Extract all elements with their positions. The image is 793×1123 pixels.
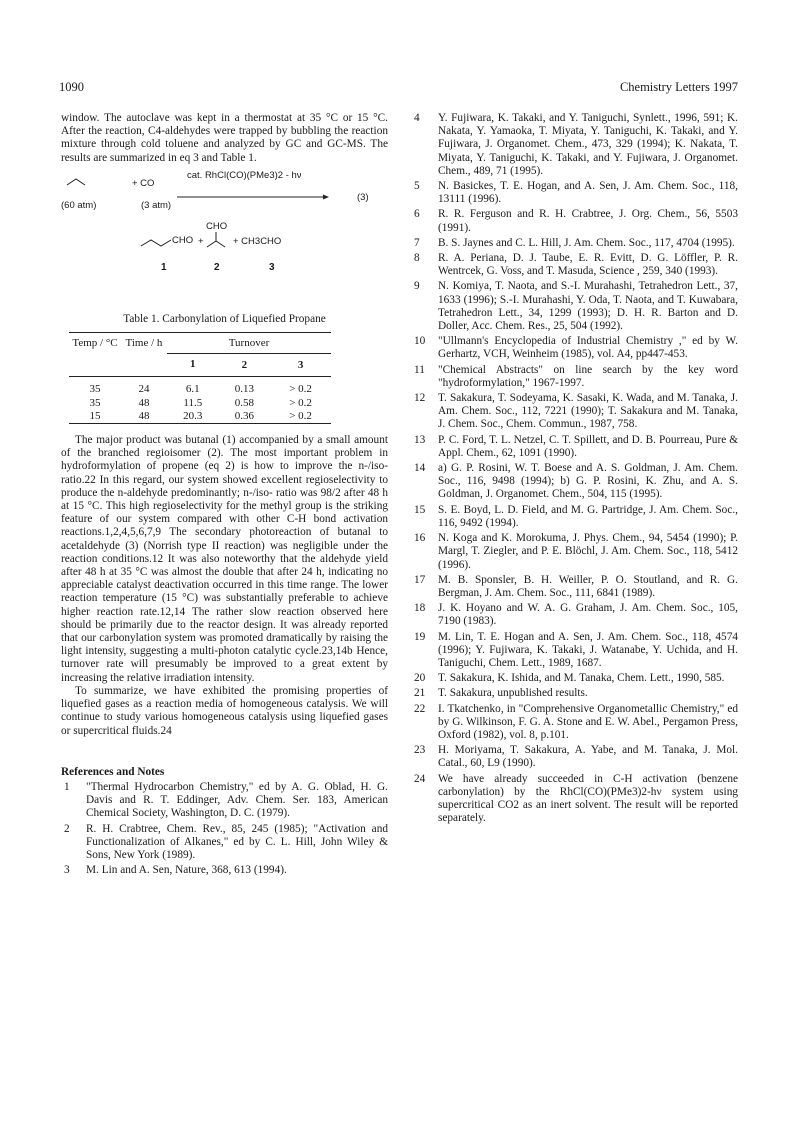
reference-text: N. Koga and K. Morokuma, J. Phys. Chem., 94, 5454 (1990); P. Margl, T. Ziegler, and P. E. Blöchl, J. Am. Chem. Soc., 118, 5412 (1996). (438, 532, 738, 571)
reference-text: N. Basickes, T. E. Hogan, and A. Sen, J. Am. Chem. Soc., 118, 13111 (1996). (438, 180, 738, 206)
reference-item (411, 280, 738, 333)
reference-text: H. Moriyama, T. Sakakura, A. Yabe, and M. Tanaka, J. Mol. Catal., 60, L9 (1990). (438, 744, 738, 770)
table-cell: 0.58 (234, 396, 254, 409)
header-time: Time / h (125, 337, 163, 350)
header-compound-2: 2 (241, 358, 248, 371)
left-column (61, 112, 388, 879)
reference-text: B. S. Jaynes and C. L. Hill, J. Am. Chem. Soc., 117, 4704 (1995). (438, 236, 735, 249)
reference-number: 17 (414, 573, 426, 586)
table-row (69, 383, 331, 396)
pressure-propene: (60 atm) (61, 199, 97, 211)
acetaldehyde-label: + CH3CHO (233, 235, 282, 247)
page-number: 1090 (59, 80, 84, 94)
reference-item (61, 864, 388, 877)
reference-item (411, 208, 738, 234)
reference-text: "Chemical Abstracts" on line search by the key word "hydroformylation," 1967-1997. (438, 363, 738, 389)
reference-number: 2 (64, 822, 70, 835)
reference-number: 19 (414, 630, 426, 643)
co-label: + CO (132, 177, 155, 189)
reference-item (61, 823, 388, 863)
reference-number: 23 (414, 744, 426, 757)
reference-item (411, 252, 738, 278)
reference-number: 8 (414, 252, 420, 265)
paragraph-summary: To summarize, we have exhibited the promising properties of liquefied gases as a reaction media of homogeneous catalysis. We will continue to study various homogeneous catalysis using liquefied gases or supercritical fluids.24 (61, 684, 388, 737)
reference-number: 14 (414, 462, 426, 475)
cho-label-linear: CHO (172, 234, 194, 246)
paragraph-intro: window. The autoclave was kept in a thermostat at 35 °C or 15 °C. After the reaction, C4-aldehydes were trapped by bubbling the reaction mixture through cold toluene and analyzed by GC and GC-MS. The results are summarized in eq 3 and Table 1. (61, 112, 388, 164)
propene-structure (67, 179, 85, 185)
table-cell: 48 (138, 409, 150, 422)
reference-number: 6 (414, 208, 420, 221)
reference-number: 18 (414, 602, 426, 615)
references-list-right (411, 112, 738, 825)
compound-number-1: 1 (161, 261, 167, 273)
reference-text: We have already succeeded in C-H activation (benzene carbonylation) by the RhCl(CO)(PMe3)2-hν system using supercritical CO2 as an inert solvent. The result will be reported separately. (438, 772, 738, 825)
header-compound-1: 1 (190, 358, 196, 371)
reference-item (411, 462, 738, 502)
reference-number: 4 (414, 112, 420, 124)
reference-number: 13 (414, 433, 426, 446)
compound-number-2: 2 (214, 261, 220, 273)
reference-text: Y. Fujiwara, K. Takaki, and Y. Taniguchi, Synlett., 1996, 591; K. Nakata, Y. Yamaoka, T. Miyata, Y. Taniguchi, K. Takaki, and Y. Fujiwara, J. Organomet. Chem., 473, 329 (1994); K. Nakata, T. Miyata, Y. Taniguchi, K. Takaki, and Y. Fujiwara, J. Organomet. Chem., 489, 71 (1995). (438, 112, 738, 177)
reference-number: 5 (414, 180, 420, 193)
table-cell: 35 (89, 383, 101, 396)
table-cell: 0.13 (234, 383, 254, 396)
isobutanal-structure (207, 241, 225, 247)
turnover-table (69, 332, 331, 424)
table-caption: Table 1. Carbonylation of Liquefied Propane (123, 312, 326, 325)
reference-item (411, 434, 738, 460)
table-cell: 6.1 (185, 383, 200, 396)
reference-text: N. Komiya, T. Naota, and S.-I. Murahashi, Tetrahedron Lett., 37, 1633 (1996); S.-I. Murahashi, Y. Oda, T. Naota, and T. Kuwabara, Tetrahedron Lett., 34, 1299 (1993); D. H. R. Barton and D. Doller, Acc. Chem. Res., 25, 504 (1992). (438, 280, 738, 333)
reference-text: J. K. Hoyano and W. A. G. Graham, J. Am. Chem. Soc., 105, 7190 (1983). (438, 602, 738, 628)
header-compound-3: 3 (297, 358, 304, 371)
reaction-scheme (61, 171, 388, 289)
reference-item (411, 504, 738, 530)
table-cell: > 0.2 (289, 409, 312, 422)
reference-text: a) G. P. Rosini, W. T. Boese and A. S. Goldman, J. Am. Chem. Soc., 116, 9498 (1994); b) G. P. Rosini, K. Zhu, and A. S. Goldman, J. Organomet. Chem., 504, 115 (1995). (438, 462, 738, 501)
reference-number: 12 (414, 392, 426, 405)
reference-item (411, 532, 738, 572)
reference-number: 24 (414, 772, 426, 785)
header-temp: Temp / °C (72, 337, 118, 350)
table-cell: 24 (138, 383, 150, 396)
right-column (411, 112, 738, 827)
table-cell: 15 (89, 409, 101, 422)
reference-text: "Thermal Hydrocarbon Chemistry," ed by A. G. Oblad, H. G. Davis and R. T. Eddinger, Adv. Chem. Ser. 183, American Chemical Society, Washington, D. C. (1979). (86, 780, 388, 820)
equation-number: (3) (357, 191, 369, 203)
table-cell: 48 (138, 396, 150, 409)
table-cell: 20.3 (183, 409, 203, 422)
table-cell: 35 (89, 396, 101, 409)
arrow-head (323, 194, 329, 199)
reference-number: 21 (414, 687, 426, 700)
reference-item (411, 703, 738, 743)
reference-number: 11 (414, 363, 425, 376)
reference-number: 7 (414, 236, 420, 249)
table-cell: > 0.2 (289, 383, 312, 396)
reference-text: I. Tkatchenko, in "Comprehensive Organometallic Chemistry," ed by G. Wilkinson, F. G. A. Stone and E. W. Abel., Pergamon Press, Oxford (1982), vol. 8, p.101. (438, 702, 738, 741)
reference-text: M. Lin and A. Sen, Nature, 368, 613 (1994). (86, 864, 287, 877)
reference-text: "Ullmann's Encyclopedia of Industrial Chemistry ," ed by W. Gerhartz, VCH, Weinheim (1985), vol. A4, pp447-453. (438, 335, 738, 361)
reference-text: R. A. Periana, D. J. Taube, E. R. Evitt, D. G. Löffler, P. R. Wentrcek, G. Voss, and T. Masuda, Science , 259, 340 (1993). (438, 252, 738, 278)
references-list-left (61, 781, 388, 877)
table-cell: 11.5 (183, 396, 203, 409)
cho-label-branched: CHO (206, 220, 228, 232)
reference-text: T. Sakakura, unpublished results. (438, 687, 588, 700)
reference-item (411, 631, 738, 671)
reference-item (411, 392, 738, 432)
plus-sign: + (198, 235, 204, 247)
reference-item (61, 781, 388, 821)
table-cell: > 0.2 (289, 396, 312, 409)
reference-number: 16 (414, 532, 426, 545)
reference-item (411, 237, 738, 250)
reference-item (411, 744, 738, 770)
pressure-co: (3 atm) (141, 199, 172, 211)
reference-item (411, 602, 738, 628)
reference-text: M. B. Sponsler, B. H. Weiller, P. O. Stoutland, and R. G. Bergman, J. Am. Chem. Soc., 111, 6841 (1989). (438, 573, 738, 599)
butanal-structure (141, 240, 171, 246)
reference-number: 20 (414, 672, 426, 685)
reference-text: R. H. Crabtree, Chem. Rev., 85, 245 (1985); "Activation and Functionalization of Alkanes," ed by C. L. Hill, John Wiley & Sons, New York (1989). (86, 822, 388, 861)
reference-item (411, 773, 738, 826)
reference-text: T. Sakakura, K. Ishida, and M. Tanaka, Chem. Lett., 1990, 585. (438, 672, 725, 685)
reference-number: 1 (64, 780, 70, 793)
reference-number: 10 (414, 335, 426, 348)
reference-item (411, 574, 738, 600)
reference-text: M. Lin, T. E. Hogan and A. Sen, J. Am. Chem. Soc., 118, 4574 (1996); Y. Fujiwara, K. Takaki, J. Watanabe, Y. Uchida, and H. Taniguchi, Chem. Lett., 1989, 1687. (438, 630, 738, 669)
header-turnover: Turnover (167, 333, 331, 354)
table-row (69, 410, 331, 424)
reference-number: 22 (414, 702, 426, 715)
reference-text: R. R. Ferguson and R. H. Crabtree, J. Org. Chem., 56, 5503 (1991). (438, 208, 738, 234)
reference-number: 15 (414, 503, 426, 516)
reference-item (411, 180, 738, 206)
paragraph-discussion: The major product was butanal (1) accompanied by a small amount of the branched regioisomer (2). The most important problem in hydroformylation of propene (eq 2) is how to improve the n-/iso- ratio.22 In this regard, our system showed excellent regioselectivity to produce the n-aldehyde predominantly; n-/iso- ratio was 98/2 after 48 h at 15 °C. This high regioselectivity for the methyl group is the striking feature of our system compared with other C-H bond activation reactions.1,2,4,5,6,7,9 The secondary photoreaction of butanal to acetaldehyde (3) (Norrish type II reaction) was negligible under the reaction conditions.12 It was also noteworthy that the aldehyde yield after 48 h at 35 °C was almost the double that after 24 h, indicating no appreciable catalyst deactivation occurred in this time range. The lower reaction temperature (15 °C) was substantially preferable to achieve higher reaction rate.12,14 The rather slow reaction observed here should be primarily due to the reactor design. It was already reported that our carbonylation system was promoted dramatically by raising the light intensity, suggesting a multi-photon catalytic cycle.23,14b Hence, turnover rate will presumably be improved to a great extent by increasing the relative irradiation intensity. (61, 434, 388, 684)
reference-item (411, 335, 738, 361)
reference-text: T. Sakakura, T. Sodeyama, K. Sasaki, K. Wada, and M. Tanaka, J. Am. Chem. Soc., 112, 7221 (1990); T. Sakakura and M. Tanaka, J. Chem. Soc., Chem. Commun., 1987, 758. (438, 392, 738, 431)
reference-text: S. E. Boyd, L. D. Field, and M. G. Partridge, J. Am. Chem. Soc., 116, 9492 (1994). (438, 503, 738, 529)
table-row (69, 397, 331, 410)
catalyst-label: cat. RhCl(CO)(PMe3)2 - hν (187, 169, 302, 181)
journal-title: Chemistry Letters 1997 (619, 80, 738, 94)
reference-item (411, 112, 738, 178)
table-cell: 0.36 (234, 409, 254, 422)
reference-number: 3 (64, 864, 70, 877)
reference-item (411, 364, 738, 390)
reference-item (411, 672, 738, 685)
reference-number: 9 (414, 280, 420, 293)
reference-item (411, 687, 738, 700)
references-heading: References and Notes (61, 765, 165, 778)
compound-number-3: 3 (269, 261, 275, 273)
reference-text: P. C. Ford, T. L. Netzel, C. T. Spillett, and D. B. Pourreau, Pure & Appl. Chem., 62, 1091 (1990). (438, 433, 738, 459)
